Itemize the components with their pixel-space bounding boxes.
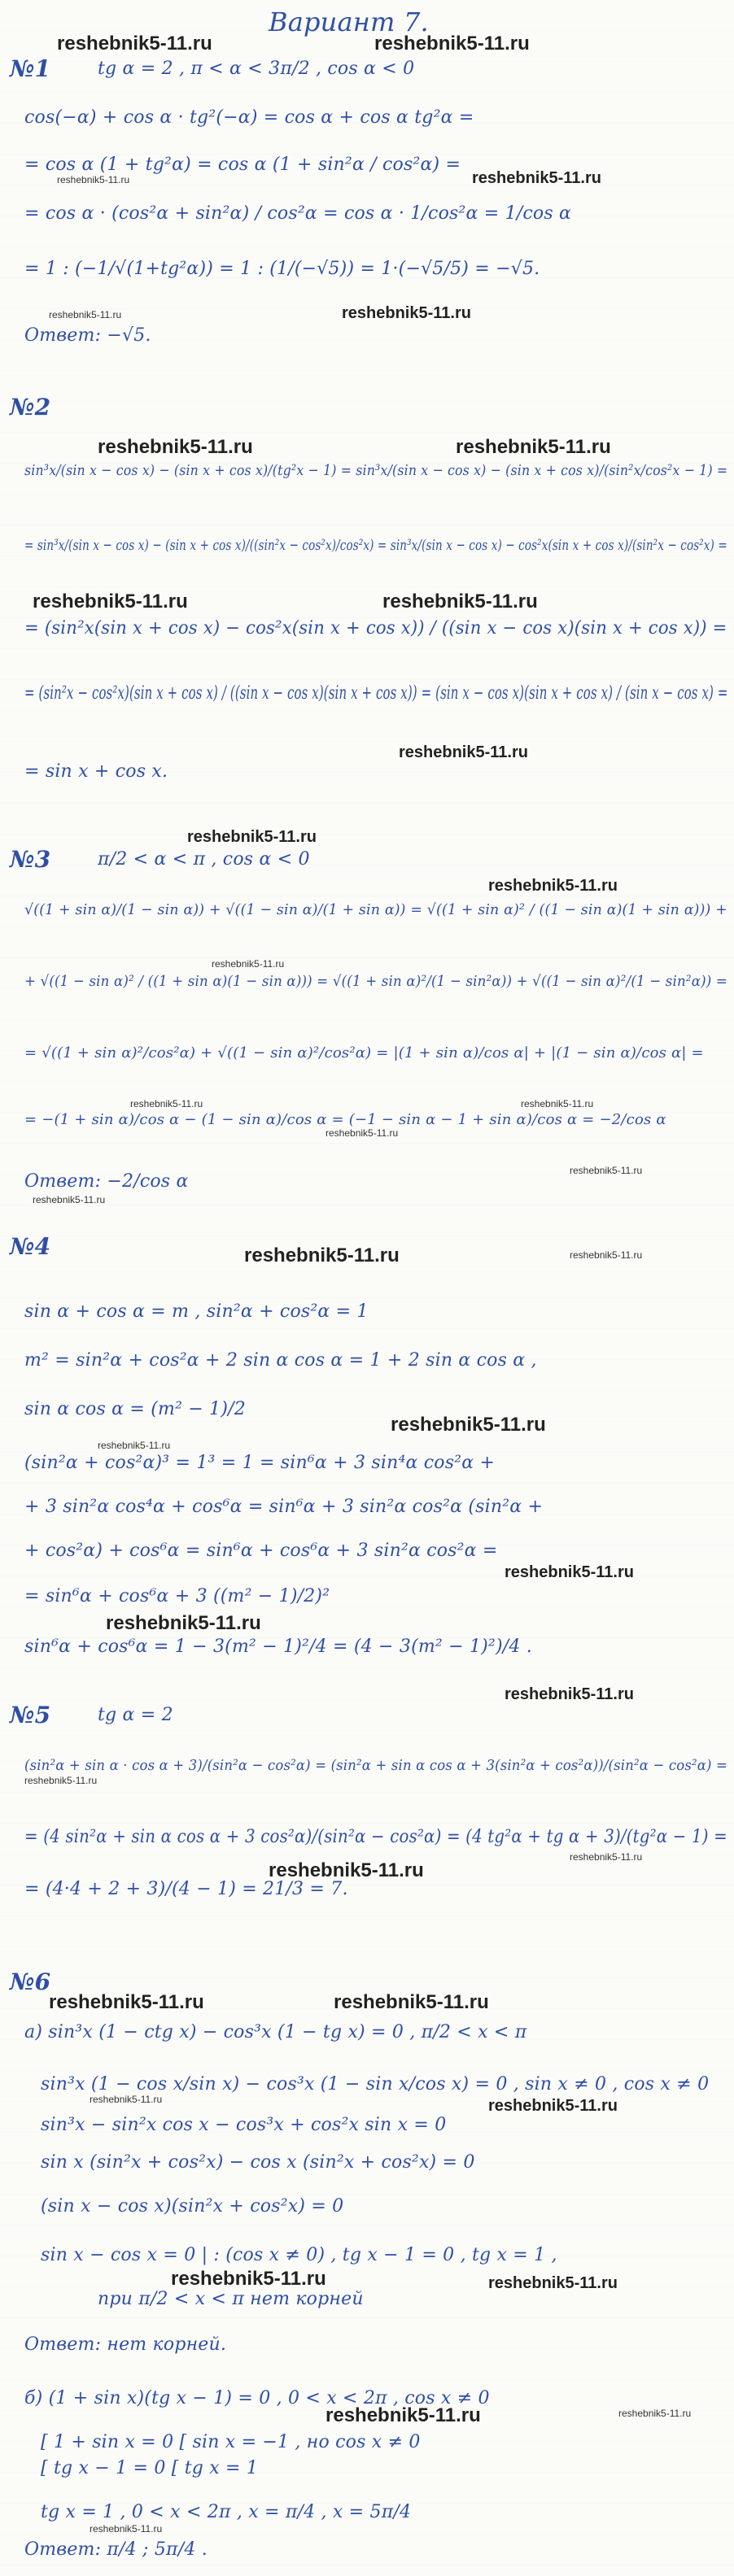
- problem-6b-line-4: tg x = 1 , 0 < x < 2π , x = π/4 , x = 5π/4: [41, 2502, 412, 2522]
- watermark: reshebnik5-11.ru: [570, 1851, 643, 1863]
- problem-6a-answer: Ответ: нет корней.: [24, 2334, 227, 2355]
- watermark: reshebnik5-11.ru: [325, 2404, 481, 2426]
- problem-2-line-2: = sin³x/(sin x − cos x) − (sin x + cos x)/((sin²x − cos²x)/cos²x) = sin³x/(sin x − cos x) − cos²x(sin x + cos x)/(sin²x − cos²x) =: [24, 537, 727, 554]
- watermark: reshebnik5-11.ru: [90, 2094, 163, 2105]
- problem-2-line-4: = (sin²x − cos²x)(sin x + cos x) / ((sin x − cos x)(sin x + cos x)) = (sin x − cos x)(sin x + cos x) / (sin x − cos x) =: [24, 683, 728, 704]
- problem-3-condition: π/2 < α < π , cos α < 0: [98, 849, 310, 870]
- watermark: reshebnik5-11.ru: [33, 591, 188, 612]
- problem-3-line-1: √((1 + sin α)/(1 − sin α)) + √((1 − sin α)/(1 + sin α)) = √((1 + sin α)² / ((1 − sin α)(1 + sin α))) +: [24, 901, 727, 918]
- problem-3-line-2: + √((1 − sin α)² / ((1 + sin α)(1 − sin α))) = √((1 + sin α)²/(1 − sin²α)) + √((1 − sin α)²/(1 − sin²α)) =: [24, 973, 728, 990]
- watermark: reshebnik5-11.ru: [24, 1775, 98, 1786]
- problem-5-number: №5: [10, 1702, 51, 1728]
- problem-1-line-1: cos(−α) + cos α · tg²(−α) = cos α + cos α tg²α =: [24, 107, 474, 128]
- watermark: reshebnik5-11.ru: [472, 169, 601, 187]
- problem-5-condition: tg α = 2: [98, 1705, 173, 1725]
- problem-3-answer: Ответ: −2/cos α: [24, 1171, 189, 1192]
- problem-2-line-3: = (sin²x(sin x + cos x) − cos²x(sin x + cos x)) / ((sin x − cos x)(sin x + cos x)) =: [24, 618, 727, 639]
- problem-1-condition: tg α = 2 , π < α < 3π/2 , cos α < 0: [98, 59, 415, 79]
- problem-6a-line-4: sin x (sin²x + cos²x) − cos x (sin²x + cos²x) = 0: [41, 2152, 475, 2173]
- problem-3-number: №3: [10, 846, 51, 873]
- watermark: reshebnik5-11.ru: [488, 877, 618, 895]
- watermark: reshebnik5-11.ru: [90, 2523, 163, 2535]
- problem-2-line-1: sin³x/(sin x − cos x) − (sin x + cos x)/(tg²x − 1) = sin³x/(sin x − cos x) − (sin x + cos x)/(sin²x/cos²x − 1) =: [24, 462, 728, 479]
- problem-4-line-7: = sin⁶α + cos⁶α + 3 ((m² − 1)/2)²: [24, 1586, 330, 1606]
- watermark: reshebnik5-11.ru: [187, 828, 317, 846]
- problem-4-line-6: + cos²α) + cos⁶α = sin⁶α + cos⁶α + 3 sin²α cos²α =: [24, 1541, 498, 1561]
- problem-1-line-3: = cos α · (cos²α + sin²α) / cos²α = cos α · 1/cos²α = 1/cos α: [24, 203, 572, 224]
- watermark: reshebnik5-11.ru: [521, 1098, 594, 1109]
- watermark: reshebnik5-11.ru: [212, 958, 285, 970]
- watermark: reshebnik5-11.ru: [399, 743, 528, 761]
- problem-1-line-4: = 1 : (−1/√(1+tg²α)) = 1 : (1/(−√5)) = 1·(−√5/5) = −√5.: [24, 259, 540, 279]
- problem-6a-line-7: при π/2 < x < π нет корней: [98, 2289, 364, 2309]
- problem-3-line-4: = −(1 + sin α)/cos α − (1 − sin α)/cos α = (−1 − sin α − 1 + sin α)/cos α = −2/cos α: [24, 1111, 666, 1128]
- watermark: reshebnik5-11.ru: [570, 1249, 643, 1261]
- watermark: reshebnik5-11.ru: [171, 2268, 326, 2290]
- problem-1-answer: Ответ: −√5.: [24, 325, 151, 346]
- problem-6b-line-3: [ tg x − 1 = 0 [ tg x = 1: [41, 2458, 259, 2478]
- watermark: reshebnik5-11.ru: [570, 1165, 643, 1176]
- watermark: reshebnik5-11.ru: [334, 1991, 489, 2013]
- problem-6-number: №6: [10, 1968, 51, 1995]
- problem-4-line-1: sin α + cos α = m , sin²α + cos²α = 1: [24, 1301, 369, 1322]
- problem-6b-line-1: б) (1 + sin x)(tg x − 1) = 0 , 0 < x < 2π , cos x ≠ 0: [24, 2388, 490, 2408]
- watermark: reshebnik5-11.ru: [57, 174, 130, 185]
- problem-6a-line-1: а) sin³x (1 − ctg x) − cos³x (1 − tg x) = 0 , π/2 < x < π: [24, 2022, 527, 2042]
- watermark: reshebnik5-11.ru: [33, 1194, 106, 1205]
- watermark: reshebnik5-11.ru: [456, 436, 611, 458]
- watermark: reshebnik5-11.ru: [57, 33, 212, 54]
- watermark: reshebnik5-11.ru: [382, 591, 538, 612]
- problem-4-line-8: sin⁶α + cos⁶α = 1 − 3(m² − 1)²/4 = (4 − 3(m² − 1)²)/4 .: [24, 1637, 532, 1657]
- watermark: reshebnik5-11.ru: [244, 1244, 400, 1266]
- watermark: reshebnik5-11.ru: [49, 309, 122, 320]
- problem-3-line-3: = √((1 + sin α)²/cos²α) + √((1 − sin α)²/cos²α) = |(1 + sin α)/cos α| + |(1 − sin α)/cos α| =: [24, 1044, 704, 1061]
- problem-6a-line-3: sin³x − sin²x cos x − cos³x + cos²x sin x = 0: [41, 2115, 447, 2135]
- watermark: reshebnik5-11.ru: [488, 2097, 618, 2115]
- problem-5-line-3: = (4·4 + 2 + 3)/(4 − 1) = 21/3 = 7.: [24, 1879, 348, 1899]
- problem-4-line-2: m² = sin²α + cos²α + 2 sin α cos α = 1 + 2 sin α cos α ,: [24, 1350, 537, 1371]
- problem-5-line-1: (sin²α + sin α · cos α + 3)/(sin²α − cos²α) = (sin²α + sin α cos α + 3(sin²α + cos²α))/(sin²α − cos²α) =: [24, 1757, 728, 1774]
- watermark: reshebnik5-11.ru: [342, 304, 471, 322]
- watermark: reshebnik5-11.ru: [374, 33, 530, 54]
- problem-6b-answer: Ответ: π/4 ; 5π/4 .: [24, 2539, 208, 2560]
- watermark: reshebnik5-11.ru: [130, 1098, 203, 1109]
- watermark: reshebnik5-11.ru: [106, 1612, 261, 1634]
- watermark: reshebnik5-11.ru: [391, 1414, 546, 1436]
- watermark: reshebnik5-11.ru: [505, 1685, 634, 1703]
- watermark: reshebnik5-11.ru: [488, 2274, 618, 2292]
- problem-1-number: №1: [10, 55, 51, 82]
- problem-4-number: №4: [10, 1233, 51, 1260]
- watermark: reshebnik5-11.ru: [269, 1859, 424, 1881]
- problem-6a-line-2: sin³x (1 − cos x/sin x) − cos³x (1 − sin x/cos x) = 0 , sin x ≠ 0 , cos x ≠ 0: [41, 2074, 710, 2094]
- watermark: reshebnik5-11.ru: [618, 2408, 692, 2419]
- problem-6a-line-6: sin x − cos x = 0 | : (cos x ≠ 0) , tg x − 1 = 0 , tg x = 1 ,: [41, 2245, 557, 2265]
- problem-6b-line-2: [ 1 + sin x = 0 [ sin x = −1 , но cos x ≠ 0: [41, 2432, 421, 2452]
- problem-1-line-2: = cos α (1 + tg²α) = cos α (1 + sin²α / cos²α) =: [24, 155, 461, 175]
- problem-6a-line-5: (sin x − cos x)(sin²x + cos²x) = 0: [41, 2196, 344, 2216]
- problem-2-number: №2: [10, 394, 51, 421]
- problem-5-line-2: = (4 sin²α + sin α cos α + 3 cos²α)/(sin²α − cos²α) = (4 tg²α + tg α + 3)/(tg²α − 1) =: [24, 1827, 727, 1847]
- problem-4-line-3: sin α cos α = (m² − 1)/2: [24, 1399, 246, 1419]
- page-title: Вариант 7.: [269, 7, 429, 37]
- watermark: reshebnik5-11.ru: [98, 436, 253, 458]
- problem-4-line-5: + 3 sin²α cos⁴α + cos⁶α = sin⁶α + 3 sin²α cos²α (sin²α +: [24, 1497, 544, 1517]
- watermark: reshebnik5-11.ru: [505, 1563, 634, 1581]
- watermark: reshebnik5-11.ru: [98, 1440, 171, 1451]
- watermark: reshebnik5-11.ru: [49, 1991, 204, 2013]
- problem-2-line-5: = sin x + cos x.: [24, 761, 168, 782]
- problem-4-line-4: (sin²α + cos²α)³ = 1³ = 1 = sin⁶α + 3 sin⁴α cos²α +: [24, 1453, 496, 1473]
- watermark: reshebnik5-11.ru: [325, 1127, 399, 1139]
